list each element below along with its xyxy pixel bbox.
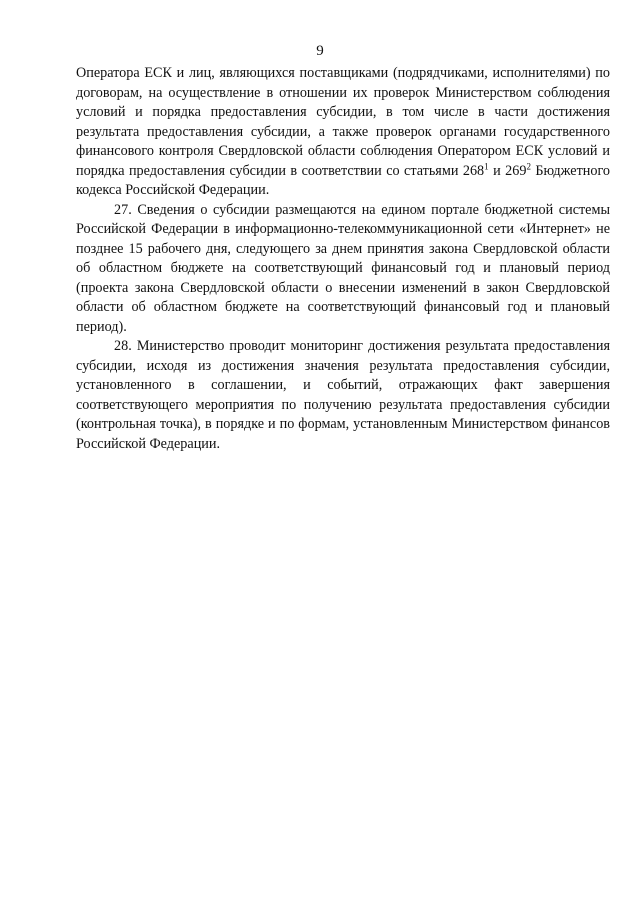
page-number: 9: [316, 43, 324, 59]
footnote-marker-article-268: 1: [484, 160, 489, 171]
paragraph-item-28: 28. Министерство проводит мониторинг достижения результата предоставления субсидии, исходя из достижения значения результата предоставления субсидии, установленного в соглашении, и событий, отражающих факт завершения соответствующего мероприятия по получению результата предоставления субсидии (контрольная точка), в порядке и по формам, установленным Министерством финансов Российской Федерации.: [76, 338, 610, 452]
document-body: [76, 64, 610, 454]
paragraph-continuation-text-after: Бюджетного кодекса Российской Федерации.: [76, 162, 611, 198]
paragraph-continuation: [76, 64, 610, 201]
paragraph-item-27: 27. Сведения о субсидии размещаются на едином портале бюджетной системы Российской Федерации в информационно-телекоммуникационной сети «Интернет» не позднее 15 рабочего дня, следующего за днем принятия закона Свердловской области об областном бюджете на соответствующий финансовый год и плановый период (проекта закона Свердловской области о внесении изменений в закон Свердловской области об областном бюджете на соответствующий финансовый год и плановый период).: [76, 201, 610, 335]
paragraph-continuation-text-before: Оператора ЕСК и лиц, являющихся поставщиками (подрядчиками, исполнителями) по договорам, на осуществление в отношении их проверок Министерством соблюдения условий и порядка предоставления субсидии, в том числе в части достижения результата предоставления субсидии, а также проверок органами государственного финансового контроля Свердловской области соблюдения Оператором ЕСК условий и порядка предоставления субсидии в соответствии со статьями 268: [76, 65, 610, 179]
footnote-marker-article-269: 2: [526, 160, 531, 171]
paragraph-continuation-text-middle: и 269: [488, 162, 527, 179]
